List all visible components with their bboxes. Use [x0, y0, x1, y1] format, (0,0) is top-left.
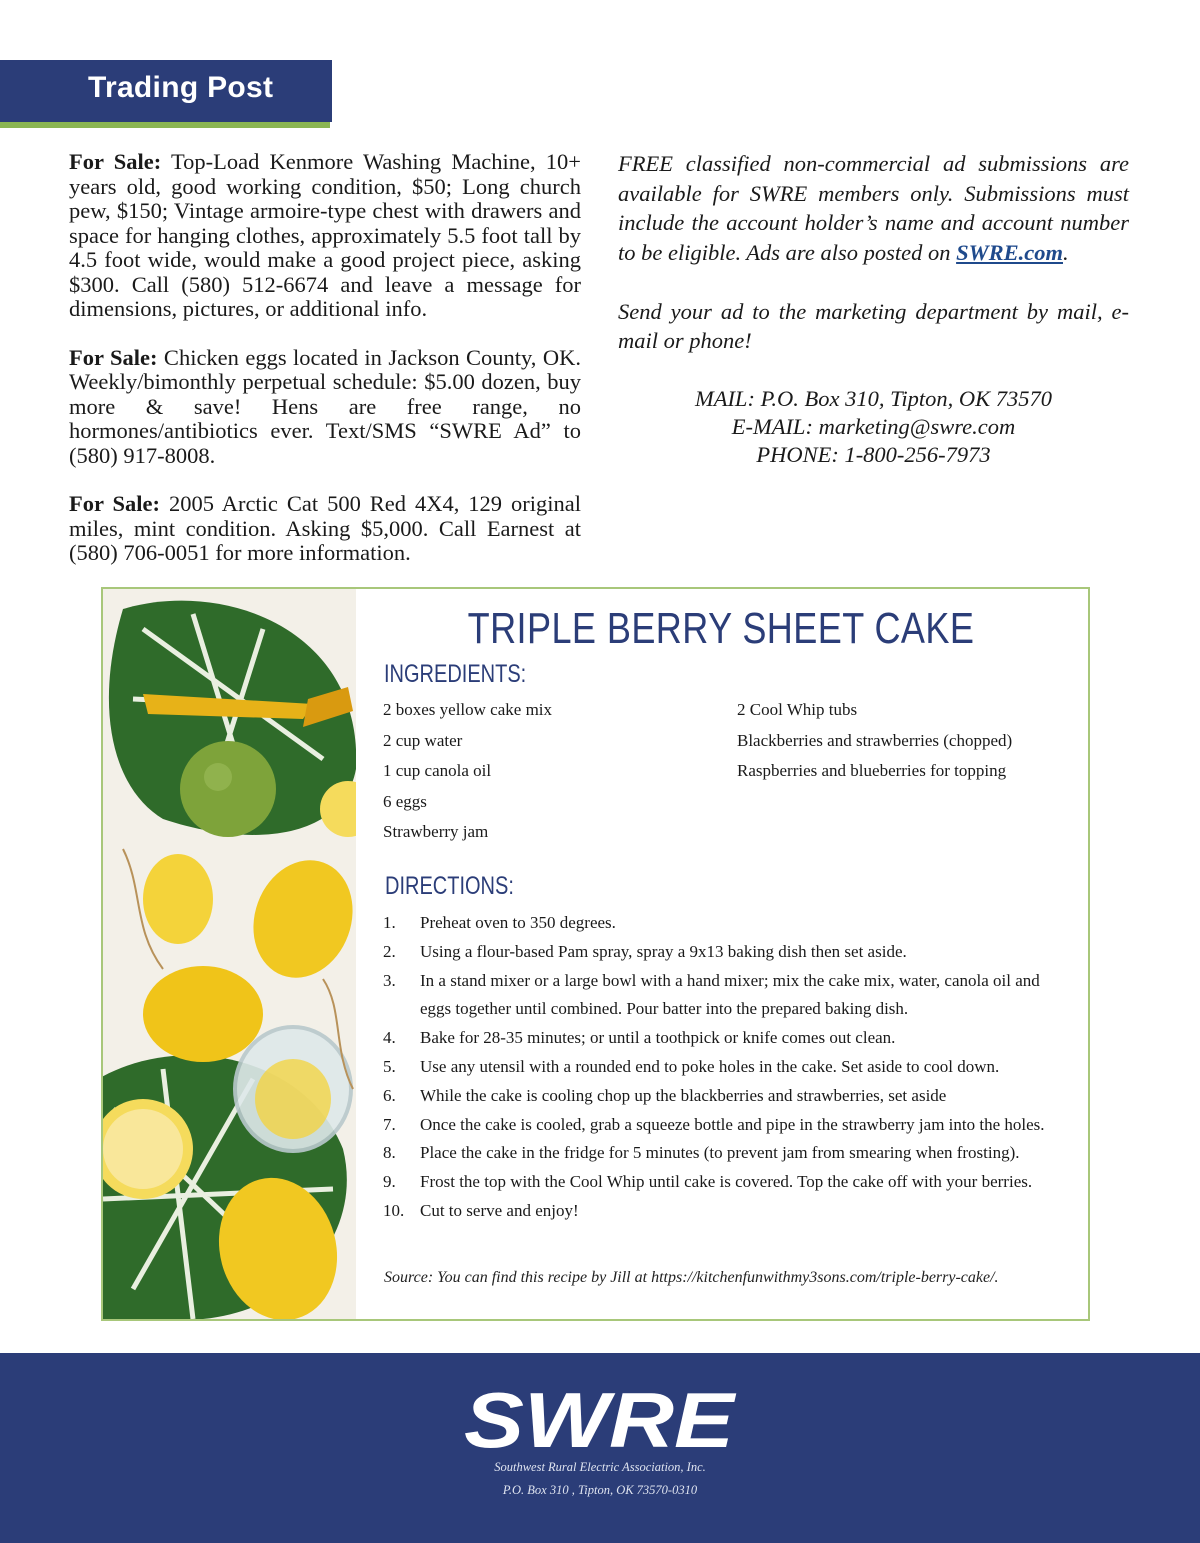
classified-ad: [69, 346, 581, 469]
step-number: 9.: [383, 1172, 396, 1192]
contact-email: E-MAIL: marketing@swre.com: [731, 414, 1016, 439]
step-number: 7.: [383, 1114, 396, 1134]
swre-logo: [462, 1385, 737, 1455]
direction-step: [383, 1168, 1073, 1197]
ingredients-list-right: [737, 695, 1012, 787]
lemons-illustration: [103, 589, 356, 1319]
recipe-source: Source: You can find this recipe by Jill at https://kitchenfunwithmy3sons.com/triple-berry-cake/.: [384, 1269, 999, 1286]
step-text: Using a flour-based Pam spray, spray a 9x13 baking dish then set aside.: [420, 941, 907, 961]
step-text: Cut to serve and enjoy!: [420, 1200, 579, 1220]
send-ad-paragraph: Send your ad to the marketing department by mail, e-mail or phone!: [618, 298, 1129, 353]
step-text: Place the cake in the fridge for 5 minutes (to prevent jam from smearing when frosting).: [420, 1143, 1020, 1163]
direction-step: [383, 909, 1073, 938]
directions-heading: DIRECTIONS:: [385, 872, 514, 900]
step-number: 5.: [383, 1056, 396, 1076]
directions-list: [383, 909, 1073, 1226]
direction-step: [383, 1197, 1073, 1226]
submission-info-end: .: [1063, 239, 1069, 265]
ingredient-item: Blackberries and strawberries (chopped): [737, 730, 1013, 750]
footer-address: P.O. Box 310 , Tipton, OK 73570-0310: [502, 1483, 698, 1497]
ingredient-item: 2 boxes yellow cake mix: [383, 700, 553, 719]
step-text: Preheat oven to 350 degrees.: [420, 913, 616, 932]
ingredient-item: 2 cup water: [383, 730, 463, 750]
ad-text: Chicken eggs located in Jackson County, OK. Weekly/bimonthly perpetual schedule: $5.00 dozen, buy more & save! Hens are free range, no hormones/antibiotics ever. Text/SMS “SWRE Ad” to (580) 917-8008.: [69, 344, 581, 468]
step-number: 6.: [383, 1085, 396, 1105]
step-text: While the cake is cooling chop up the blackberries and strawberries, set aside: [420, 1085, 947, 1105]
ingredient-item: Raspberries and blueberries for topping: [737, 761, 1007, 781]
banner-accent-stripe: [0, 122, 330, 128]
submission-info-text: FREE classified non-commercial ad submissions are available for SWRE members only. Submissions must include the account holder’s name and account number to be eligible. Ads are also posted on: [618, 151, 1129, 265]
submission-info-paragraph: [618, 149, 1129, 267]
ingredient-item: 6 eggs: [383, 791, 427, 811]
ingredient-item: Strawberry jam: [383, 822, 489, 842]
ingredients-list-left: [383, 695, 552, 848]
ad-text: Top-Load Kenmore Washing Machine, 10+ years old, good working condition, $50; Long church pew, $150; Vintage armoire-type chest with drawers and space for hanging clothes, approximately 5.5 foot tall by 4.5 foot wide, would make a good project piece, asking $300. Call (580) 512-6674 and leave a message for dimensions, pictures, or additional info.: [69, 149, 581, 321]
submission-info: [618, 149, 1129, 469]
direction-step: [383, 1082, 1073, 1111]
logo-text: SWRE: [464, 1385, 737, 1455]
step-text: Frost the top with the Cool Whip until cake is covered. Top the cake off with your berries.: [420, 1172, 1033, 1192]
contact-mail: MAIL: P.O. Box 310, Tipton, OK 73570: [694, 386, 1053, 411]
direction-step: [383, 1024, 1073, 1053]
step-number: 3.: [383, 970, 396, 990]
direction-step: [383, 938, 1073, 967]
classified-ads: [69, 150, 581, 590]
classified-ad: [69, 492, 581, 566]
ad-label: For Sale:: [69, 149, 162, 174]
ingredient-item: 1 cup canola oil: [383, 761, 492, 781]
page-title: Trading Post: [88, 71, 274, 104]
direction-step: [383, 1139, 1073, 1168]
step-number: 4.: [383, 1028, 396, 1048]
ad-label: For Sale:: [69, 491, 161, 516]
footer-org-name: Southwest Rural Electric Association, Inc.: [494, 1460, 706, 1474]
contact-phone: PHONE: 1-800-256-7973: [756, 442, 991, 467]
step-text: Bake for 28-35 minutes; or until a toothpick or knife comes out clean.: [420, 1028, 896, 1048]
direction-step: [383, 1111, 1073, 1140]
classified-ad: [69, 150, 581, 322]
step-number: 8.: [383, 1143, 396, 1163]
ad-text: 2005 Arctic Cat 500 Red 4X4, 129 original miles, mint condition. Asking $5,000. Call Earnest at (580) 706-0051 for more information.: [69, 491, 581, 565]
swre-link[interactable]: SWRE.com: [956, 239, 1063, 265]
step-number: 1.: [383, 913, 396, 932]
ingredients-heading: INGREDIENTS:: [384, 660, 527, 688]
step-number: 10.: [383, 1200, 405, 1220]
step-text: Use any utensil with a rounded end to poke holes in the cake. Set aside to cool down.: [420, 1056, 1000, 1076]
direction-step: [383, 967, 1073, 1025]
step-text: In a stand mixer or a large bowl with a hand mixer; mix the cake mix, water, canola oil and eggs together until combined. Pour batter into the prepared baking dish.: [420, 970, 1040, 1019]
step-text: Once the cake is cooled, grab a squeeze bottle and pipe in the strawberry jam into the holes.: [420, 1114, 1045, 1134]
direction-step: [383, 1053, 1073, 1082]
contact-block: [618, 385, 1129, 469]
ingredient-item: 2 Cool Whip tubs: [737, 700, 858, 719]
ad-label: For Sale:: [69, 344, 158, 370]
step-number: 2.: [383, 941, 396, 961]
recipe-title: TRIPLE BERRY SHEET CAKE: [467, 604, 975, 653]
lemons-photo: [103, 589, 356, 1319]
